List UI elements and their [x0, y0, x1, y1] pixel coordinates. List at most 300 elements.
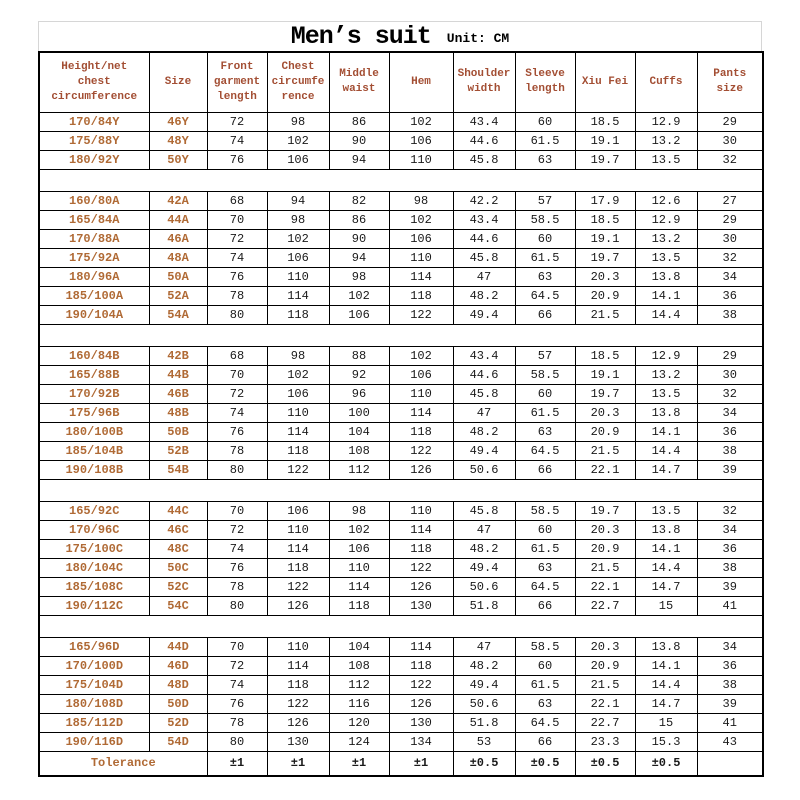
table-row: [39, 248, 763, 267]
table-header: [39, 52, 763, 112]
value-cell: 32: [697, 384, 763, 403]
value-cell: 118: [389, 422, 453, 441]
value-cell: 102: [329, 520, 389, 539]
value-cell: 61.5: [515, 539, 575, 558]
height-chest-cell: 165/88B: [39, 365, 149, 384]
value-cell: 63: [515, 150, 575, 169]
value-cell: 14.4: [635, 675, 697, 694]
value-cell: 19.7: [575, 248, 635, 267]
table-row: [39, 384, 763, 403]
value-cell: 34: [697, 267, 763, 286]
value-cell: 44.6: [453, 229, 515, 248]
value-cell: 14.1: [635, 286, 697, 305]
value-cell: 72: [207, 520, 267, 539]
height-chest-cell: 165/96D: [39, 637, 149, 656]
value-cell: 20.3: [575, 403, 635, 422]
value-cell: 19.1: [575, 131, 635, 150]
value-cell: 13.5: [635, 501, 697, 520]
value-cell: 106: [329, 539, 389, 558]
value-cell: 13.8: [635, 637, 697, 656]
value-cell: 126: [389, 694, 453, 713]
value-cell: 74: [207, 131, 267, 150]
table-row: [39, 131, 763, 150]
value-cell: 43.4: [453, 346, 515, 365]
height-chest-cell: 165/84A: [39, 210, 149, 229]
value-cell: 110: [389, 150, 453, 169]
value-cell: 74: [207, 675, 267, 694]
value-cell: 14.7: [635, 694, 697, 713]
value-cell: 114: [267, 539, 329, 558]
column-header: Pants size: [697, 52, 763, 112]
column-header: Sleeve length: [515, 52, 575, 112]
table-row: [39, 112, 763, 131]
height-chest-cell: 175/92A: [39, 248, 149, 267]
value-cell: 14.1: [635, 422, 697, 441]
value-cell: 76: [207, 694, 267, 713]
value-cell: 116: [329, 694, 389, 713]
value-cell: 60: [515, 656, 575, 675]
size-cell: 44D: [149, 637, 207, 656]
value-cell: 49.4: [453, 305, 515, 324]
value-cell: 60: [515, 520, 575, 539]
value-cell: 34: [697, 637, 763, 656]
value-cell: 34: [697, 520, 763, 539]
value-cell: 19.7: [575, 150, 635, 169]
value-cell: 13.2: [635, 229, 697, 248]
value-cell: 110: [389, 501, 453, 520]
value-cell: 12.9: [635, 112, 697, 131]
value-cell: 82: [329, 191, 389, 210]
height-chest-cell: 180/108D: [39, 694, 149, 713]
value-cell: 47: [453, 520, 515, 539]
value-cell: 70: [207, 365, 267, 384]
value-cell: 48.2: [453, 539, 515, 558]
table-row: [39, 422, 763, 441]
value-cell: 15: [635, 596, 697, 615]
value-cell: 45.8: [453, 384, 515, 403]
value-cell: 57: [515, 346, 575, 365]
value-cell: 39: [697, 694, 763, 713]
value-cell: 76: [207, 150, 267, 169]
table-row: [39, 267, 763, 286]
value-cell: 47: [453, 403, 515, 422]
value-cell: 32: [697, 501, 763, 520]
value-cell: 38: [697, 441, 763, 460]
size-cell: 50D: [149, 694, 207, 713]
value-cell: 68: [207, 191, 267, 210]
value-cell: 61.5: [515, 248, 575, 267]
page-title: Men’s suit: [290, 22, 431, 51]
value-cell: 29: [697, 210, 763, 229]
value-cell: 34: [697, 403, 763, 422]
size-cell: 52D: [149, 713, 207, 732]
value-cell: 63: [515, 694, 575, 713]
table-row: [39, 520, 763, 539]
value-cell: 12.9: [635, 346, 697, 365]
value-cell: 94: [329, 248, 389, 267]
value-cell: 126: [389, 577, 453, 596]
spacer-cell: [39, 324, 763, 346]
value-cell: 122: [389, 558, 453, 577]
value-cell: 39: [697, 460, 763, 479]
value-cell: 78: [207, 713, 267, 732]
column-header: Front garment length: [207, 52, 267, 112]
value-cell: 94: [329, 150, 389, 169]
table-row: [39, 460, 763, 479]
value-cell: 49.4: [453, 441, 515, 460]
value-cell: 118: [329, 596, 389, 615]
value-cell: 22.1: [575, 577, 635, 596]
value-cell: 70: [207, 501, 267, 520]
value-cell: 80: [207, 305, 267, 324]
table-row: [39, 229, 763, 248]
value-cell: 14.7: [635, 460, 697, 479]
table-row: [39, 305, 763, 324]
tolerance-row: [39, 751, 763, 776]
value-cell: 36: [697, 539, 763, 558]
size-cell: 46C: [149, 520, 207, 539]
value-cell: 106: [267, 248, 329, 267]
spacer-cell: [39, 615, 763, 637]
value-cell: 50.6: [453, 694, 515, 713]
value-cell: 118: [267, 558, 329, 577]
height-chest-cell: 185/112D: [39, 713, 149, 732]
value-cell: 72: [207, 112, 267, 131]
value-cell: 130: [389, 596, 453, 615]
value-cell: 102: [267, 229, 329, 248]
table-row: [39, 286, 763, 305]
height-chest-cell: 165/92C: [39, 501, 149, 520]
table-row: [39, 596, 763, 615]
value-cell: 106: [389, 131, 453, 150]
value-cell: 50.6: [453, 460, 515, 479]
value-cell: 15.3: [635, 732, 697, 751]
height-chest-cell: 190/104A: [39, 305, 149, 324]
height-chest-cell: 190/112C: [39, 596, 149, 615]
value-cell: 41: [697, 713, 763, 732]
height-chest-cell: 170/84Y: [39, 112, 149, 131]
value-cell: 74: [207, 248, 267, 267]
table-row: [39, 150, 763, 169]
value-cell: 58.5: [515, 501, 575, 520]
size-cell: 48C: [149, 539, 207, 558]
value-cell: 61.5: [515, 675, 575, 694]
value-cell: 114: [329, 577, 389, 596]
value-cell: 22.1: [575, 694, 635, 713]
value-cell: 104: [329, 422, 389, 441]
value-cell: 118: [267, 305, 329, 324]
value-cell: 36: [697, 656, 763, 675]
value-cell: 114: [267, 286, 329, 305]
value-cell: 114: [389, 637, 453, 656]
value-cell: 122: [267, 460, 329, 479]
group-spacer-row: [39, 169, 763, 191]
value-cell: 38: [697, 305, 763, 324]
value-cell: 21.5: [575, 558, 635, 577]
tolerance-value-cell: ±0.5: [453, 751, 515, 776]
value-cell: 118: [267, 675, 329, 694]
value-cell: 106: [329, 305, 389, 324]
value-cell: 108: [329, 656, 389, 675]
value-cell: 80: [207, 596, 267, 615]
value-cell: 76: [207, 422, 267, 441]
height-chest-cell: 170/96C: [39, 520, 149, 539]
value-cell: 98: [267, 346, 329, 365]
value-cell: 64.5: [515, 286, 575, 305]
height-chest-cell: 170/100D: [39, 656, 149, 675]
tolerance-value-cell: [697, 751, 763, 776]
table-row: [39, 694, 763, 713]
value-cell: 64.5: [515, 577, 575, 596]
tolerance-value-cell: ±0.5: [515, 751, 575, 776]
value-cell: 60: [515, 384, 575, 403]
height-chest-cell: 185/104B: [39, 441, 149, 460]
value-cell: 102: [329, 286, 389, 305]
value-cell: 42.2: [453, 191, 515, 210]
size-cell: 46A: [149, 229, 207, 248]
table-row: [39, 191, 763, 210]
table-row: [39, 732, 763, 751]
size-cell: 52C: [149, 577, 207, 596]
value-cell: 70: [207, 210, 267, 229]
height-chest-cell: 180/100B: [39, 422, 149, 441]
group-spacer-row: [39, 615, 763, 637]
value-cell: 102: [267, 131, 329, 150]
height-chest-cell: 160/80A: [39, 191, 149, 210]
value-cell: 122: [389, 305, 453, 324]
size-cell: 50A: [149, 267, 207, 286]
height-chest-cell: 175/104D: [39, 675, 149, 694]
value-cell: 90: [329, 131, 389, 150]
column-header: Cuffs: [635, 52, 697, 112]
height-chest-cell: 175/88Y: [39, 131, 149, 150]
value-cell: 13.2: [635, 131, 697, 150]
value-cell: 17.9: [575, 191, 635, 210]
size-cell: 54A: [149, 305, 207, 324]
value-cell: 51.8: [453, 713, 515, 732]
value-cell: 72: [207, 384, 267, 403]
height-chest-cell: 175/96B: [39, 403, 149, 422]
unit-label: Unit: CM: [446, 31, 510, 46]
value-cell: 94: [267, 191, 329, 210]
tolerance-value-cell: ±0.5: [575, 751, 635, 776]
value-cell: 130: [267, 732, 329, 751]
value-cell: 14.7: [635, 577, 697, 596]
value-cell: 92: [329, 365, 389, 384]
value-cell: 18.5: [575, 210, 635, 229]
spacer-cell: [39, 479, 763, 501]
value-cell: 36: [697, 286, 763, 305]
tolerance-value-cell: ±1: [329, 751, 389, 776]
value-cell: 20.9: [575, 422, 635, 441]
value-cell: 114: [267, 656, 329, 675]
value-cell: 29: [697, 112, 763, 131]
value-cell: 43.4: [453, 112, 515, 131]
column-header: Xiu Fei: [575, 52, 635, 112]
value-cell: 126: [267, 596, 329, 615]
column-header: Height/net chest circumference: [39, 52, 149, 112]
value-cell: 66: [515, 460, 575, 479]
value-cell: 21.5: [575, 305, 635, 324]
value-cell: 106: [389, 229, 453, 248]
height-chest-cell: 190/116D: [39, 732, 149, 751]
value-cell: 66: [515, 732, 575, 751]
table-row: [39, 210, 763, 229]
value-cell: 14.1: [635, 539, 697, 558]
value-cell: 43.4: [453, 210, 515, 229]
value-cell: 13.5: [635, 384, 697, 403]
value-cell: 118: [389, 539, 453, 558]
value-cell: 100: [329, 403, 389, 422]
value-cell: 61.5: [515, 403, 575, 422]
value-cell: 30: [697, 229, 763, 248]
value-cell: 122: [389, 675, 453, 694]
value-cell: 30: [697, 365, 763, 384]
size-cell: 50C: [149, 558, 207, 577]
size-cell: 42A: [149, 191, 207, 210]
group-spacer-row: [39, 479, 763, 501]
value-cell: 61.5: [515, 131, 575, 150]
value-cell: 14.4: [635, 305, 697, 324]
size-cell: 44B: [149, 365, 207, 384]
height-chest-cell: 160/84B: [39, 346, 149, 365]
value-cell: 39: [697, 577, 763, 596]
height-chest-cell: 170/92B: [39, 384, 149, 403]
tolerance-label-cell: Tolerance: [39, 751, 207, 776]
value-cell: 104: [329, 637, 389, 656]
tolerance-value-cell: ±1: [389, 751, 453, 776]
value-cell: 60: [515, 229, 575, 248]
value-cell: 106: [267, 501, 329, 520]
value-cell: 118: [267, 441, 329, 460]
value-cell: 49.4: [453, 675, 515, 694]
value-cell: 20.9: [575, 656, 635, 675]
value-cell: 44.6: [453, 365, 515, 384]
value-cell: 126: [389, 460, 453, 479]
size-cell: 46Y: [149, 112, 207, 131]
value-cell: 45.8: [453, 150, 515, 169]
value-cell: 106: [389, 365, 453, 384]
value-cell: 48.2: [453, 422, 515, 441]
size-cell: 54B: [149, 460, 207, 479]
group-spacer-row: [39, 324, 763, 346]
value-cell: 102: [389, 210, 453, 229]
value-cell: 118: [389, 656, 453, 675]
value-cell: 13.8: [635, 403, 697, 422]
value-cell: 13.8: [635, 520, 697, 539]
value-cell: 110: [389, 248, 453, 267]
value-cell: 86: [329, 112, 389, 131]
value-cell: 110: [267, 267, 329, 286]
value-cell: 102: [267, 365, 329, 384]
height-chest-cell: 190/108B: [39, 460, 149, 479]
value-cell: 13.5: [635, 150, 697, 169]
value-cell: 120: [329, 713, 389, 732]
value-cell: 98: [329, 267, 389, 286]
value-cell: 63: [515, 267, 575, 286]
value-cell: 102: [389, 346, 453, 365]
value-cell: 66: [515, 305, 575, 324]
value-cell: 78: [207, 286, 267, 305]
value-cell: 38: [697, 675, 763, 694]
value-cell: 20.3: [575, 637, 635, 656]
value-cell: 124: [329, 732, 389, 751]
size-cell: 50B: [149, 422, 207, 441]
value-cell: 18.5: [575, 112, 635, 131]
value-cell: 12.6: [635, 191, 697, 210]
value-cell: 122: [389, 441, 453, 460]
value-cell: 114: [389, 520, 453, 539]
value-cell: 63: [515, 422, 575, 441]
value-cell: 20.3: [575, 520, 635, 539]
value-cell: 50.6: [453, 577, 515, 596]
column-header: Hem: [389, 52, 453, 112]
value-cell: 114: [389, 403, 453, 422]
size-cell: 44C: [149, 501, 207, 520]
value-cell: 20.9: [575, 539, 635, 558]
column-header: Middle waist: [329, 52, 389, 112]
value-cell: 98: [267, 210, 329, 229]
table-row: [39, 675, 763, 694]
value-cell: 112: [329, 460, 389, 479]
tolerance-value-cell: ±1: [267, 751, 329, 776]
table-row: [39, 346, 763, 365]
value-cell: 22.7: [575, 596, 635, 615]
height-chest-cell: 170/88A: [39, 229, 149, 248]
value-cell: 106: [267, 384, 329, 403]
value-cell: 53: [453, 732, 515, 751]
value-cell: 96: [329, 384, 389, 403]
value-cell: 60: [515, 112, 575, 131]
size-cell: 54D: [149, 732, 207, 751]
table-row: [39, 403, 763, 422]
value-cell: 21.5: [575, 675, 635, 694]
value-cell: 126: [267, 713, 329, 732]
value-cell: 86: [329, 210, 389, 229]
value-cell: 98: [389, 191, 453, 210]
value-cell: 112: [329, 675, 389, 694]
value-cell: 58.5: [515, 637, 575, 656]
table-row: [39, 713, 763, 732]
value-cell: 110: [329, 558, 389, 577]
table-row: [39, 365, 763, 384]
height-chest-cell: 175/100C: [39, 539, 149, 558]
value-cell: 98: [267, 112, 329, 131]
value-cell: 63: [515, 558, 575, 577]
tolerance-value-cell: ±0.5: [635, 751, 697, 776]
value-cell: 80: [207, 460, 267, 479]
table-row: [39, 656, 763, 675]
value-cell: 27: [697, 191, 763, 210]
value-cell: 19.7: [575, 384, 635, 403]
value-cell: 20.3: [575, 267, 635, 286]
value-cell: 51.8: [453, 596, 515, 615]
value-cell: 110: [389, 384, 453, 403]
height-chest-cell: 180/92Y: [39, 150, 149, 169]
value-cell: 70: [207, 637, 267, 656]
tolerance-value-cell: ±1: [207, 751, 267, 776]
value-cell: 44.6: [453, 131, 515, 150]
table-row: [39, 558, 763, 577]
value-cell: 76: [207, 267, 267, 286]
value-cell: 18.5: [575, 346, 635, 365]
value-cell: 29: [697, 346, 763, 365]
value-cell: 38: [697, 558, 763, 577]
table-row: [39, 637, 763, 656]
size-cell: 52B: [149, 441, 207, 460]
value-cell: 32: [697, 248, 763, 267]
value-cell: 74: [207, 403, 267, 422]
